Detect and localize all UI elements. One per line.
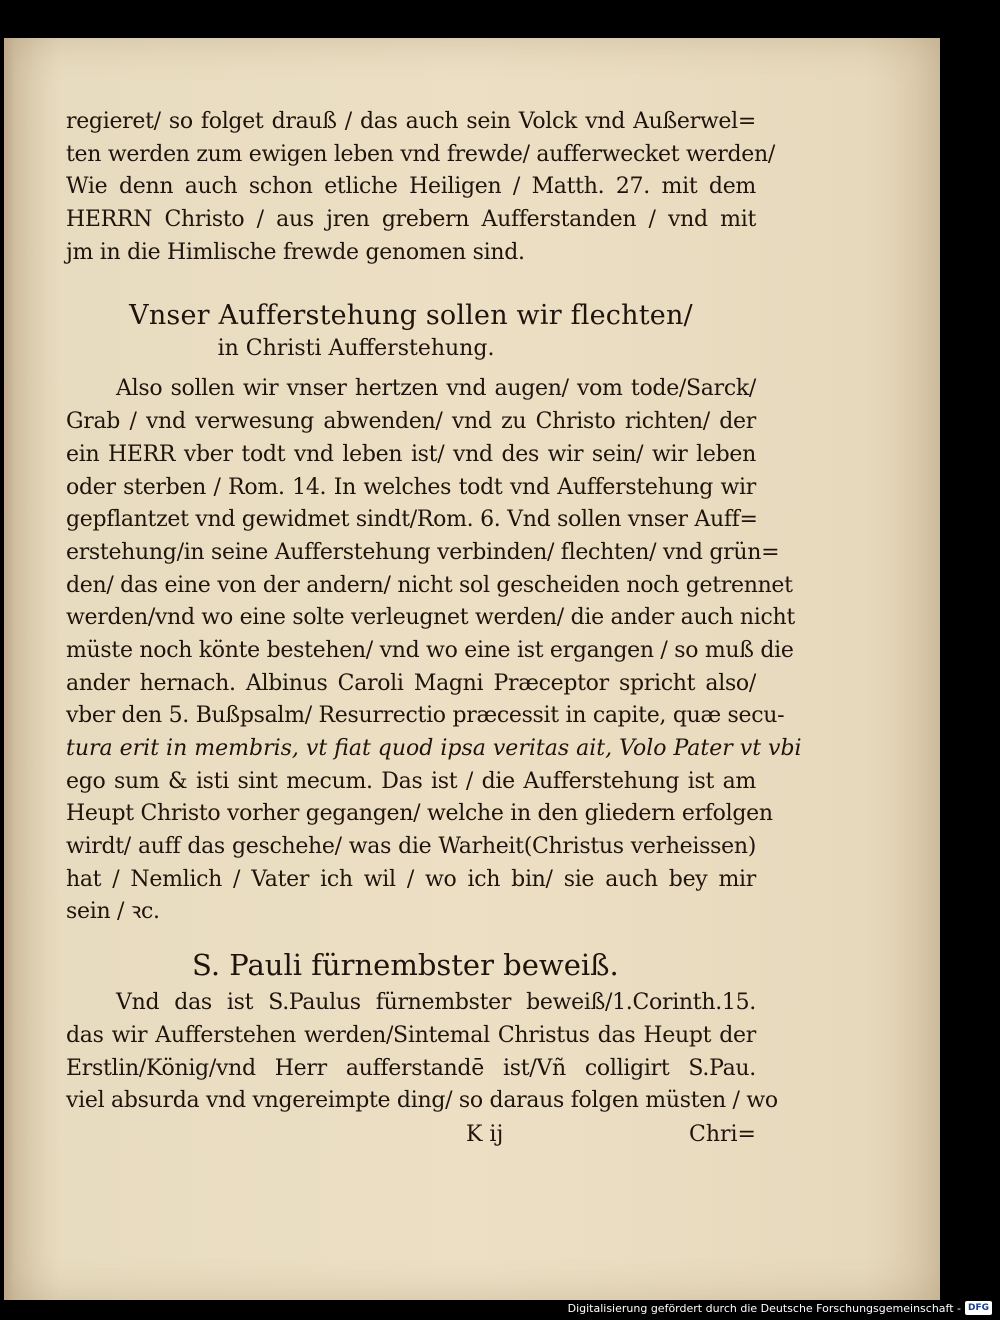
text-line: Heupt Christo vorher gegangen/ welche in den gliedern erfolgen: [66, 801, 773, 827]
text-line: ein HERR vber todt vnd leben ist/ vnd des wir sein/ wir leben: [66, 441, 756, 467]
text-line: gepflantzet vnd gewidmet sindt/Rom. 6. Vnd sollen vnser Auff=: [66, 507, 758, 533]
book-page: [4, 38, 940, 1300]
page-text-block: [66, 106, 802, 1152]
text-line: Wie denn auch schon etliche Heiligen / Matth. 27. mit dem: [66, 174, 756, 200]
text-line: viel absurda vnd vngereimpte ding/ so daraus folgen müsten / wo: [66, 1088, 778, 1114]
text-line: jm in die Himlische frewde genomen sind.: [66, 239, 525, 265]
text-line: HERRN Christo / aus jren grebern Aufferstanden / vnd mit: [66, 207, 756, 233]
text-line: ego sum & isti sint mecum. Das ist / die Aufferstehung ist am: [66, 768, 756, 794]
section-heading-resurrection: Vnser Aufferstehung sollen wir flechten/: [129, 300, 693, 332]
page-gutter-shadow: [4, 38, 14, 1300]
text-line: Grab / vnd verwesung abwenden/ vnd zu Christo richten/ der: [66, 409, 756, 435]
text-line: Erstlin/König/vnd Herr aufferstandē ist/Vñ colligirt S.Pau.: [66, 1055, 756, 1081]
text-line: Also sollen wir vnser hertzen vnd augen/ vom tode/Sarck/: [116, 376, 756, 402]
signature-mark: K ij: [466, 1121, 504, 1147]
text-line: regieret/ so folget drauß / das auch sein Volck vnd Außerwel=: [66, 109, 756, 134]
text-line: ten werden zum ewigen leben vnd frewde/ aufferwecket werden/: [66, 141, 775, 167]
text-line: erstehung/in seine Aufferstehung verbinden/ flechten/ vnd grün=: [66, 539, 780, 565]
funding-credit: Digitalisierung gefördert durch die Deutsche Forschungsgemeinschaft -: [567, 1301, 961, 1315]
text-line: ander hernach. Albinus Caroli Magni Præceptor spricht also/: [66, 670, 756, 696]
signature-line: [66, 1118, 756, 1152]
text-line: oder sterben / Rom. 14. In welches todt vnd Aufferstehung wir: [66, 474, 756, 500]
text-line: müste noch könte bestehen/ vnd wo eine ist ergangen / so muß die: [66, 637, 794, 663]
text-line: sein / ꝛc.: [66, 899, 160, 925]
text-line: Vnd das ist S.Paulus fürnembster beweiß/1.Corinth.15.: [116, 990, 756, 1016]
section-heading-paul-proof: S. Pauli fürnembster beweiß.: [192, 948, 619, 983]
text-line: vber den 5. Bußpsalm/ Resurrectio præcessit in capite, quæ secu-: [66, 703, 785, 729]
digitization-footer: [568, 1300, 992, 1316]
text-line: wirdt/ auff das geschehe/ was die Warheit(Christus verheissen): [66, 834, 756, 860]
paragraph-paul-proof: [66, 987, 778, 1118]
intro-paragraph: [66, 106, 775, 269]
dfg-logo: DFG: [965, 1301, 992, 1315]
text-line: werden/vnd wo eine solte verleugnet werden/ die ander auch nicht: [66, 605, 795, 631]
text-line: hat / Nemlich / Vater ich wil / wo ich bin/ sie auch bey mir: [66, 866, 756, 892]
catchword: Chri=: [689, 1121, 756, 1147]
paragraph-resurrection: [66, 373, 802, 929]
text-line: den/ das eine von der andern/ nicht sol gescheiden noch getrennet: [66, 572, 793, 598]
section-subheading-resurrection: in Christi Aufferstehung.: [217, 336, 495, 362]
text-line: das wir Aufferstehen werden/Sintemal Christus das Heupt der: [66, 1022, 756, 1048]
latin-text-line: tura erit in membris, vt fiat quod ipsa veritas ait, Volo Pater vt vbi: [66, 736, 802, 761]
